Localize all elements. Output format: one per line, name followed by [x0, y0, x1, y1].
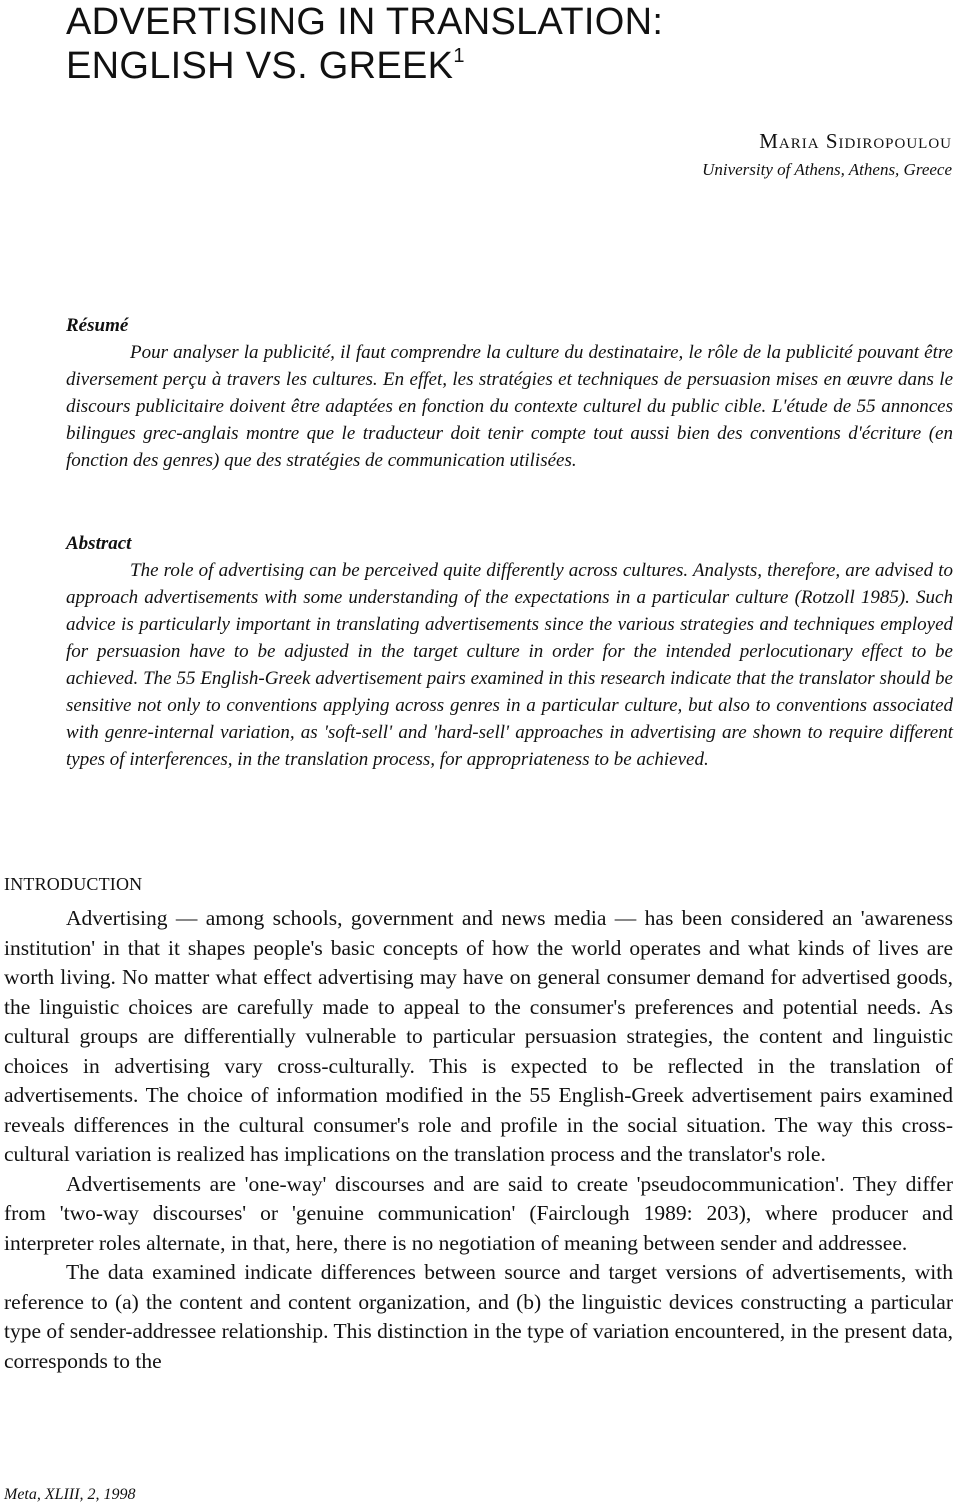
- title-line-2: [66, 44, 663, 88]
- abstract-section: [66, 530, 953, 773]
- author-affiliation: University of Athens, Athens, Greece: [702, 160, 952, 179]
- journal-citation: Meta, XLIII, 2, 1998: [4, 1486, 136, 1503]
- title-line-1: ADVERTISING IN TRANSLATION:: [66, 1, 664, 43]
- abstract-text: The role of advertising can be perceived quite differently across cultures. Analysts, therefore, are advised to approach advertisements with some understanding of the expectations in a particular culture (Rotzoll 1985). Such advice is particularly important in translating advertisements since the various strategies and techniques employed for persuasion have to be adjusted in the target culture in order for the intended perlocutionary effect to be achieved. The 55 English-Greek advertisement pairs examined in this research indicate that the translator should be sensitive not only to conventions applying across genres in a particular culture, but also to conventions associated with genre-internal variation, as 'soft-sell' and 'hard-sell' approaches in advertising are shown to require different types of interferences, in the translation process, for appropriateness to be achieved.: [66, 560, 953, 770]
- resume-section: [66, 312, 953, 474]
- introduction-paragraph-3: The data examined indicate differences between source and target versions of advertisements, with reference to (a) the content and content organization, and (b) the linguistic devices constructing a particular type of sender-addressee relationship. This distinction in the type of variation encountered, in the present data, corresponds to the: [4, 1260, 953, 1373]
- introduction-paragraph-2: Advertisements are 'one-way' discourses and are said to create 'pseudocommunication'. They differ from 'two-way discourses' or 'genuine communication' (Fairclough 1989: 203), where producer and interpreter roles alternate, in that, here, there is no negotiation of meaning between sender and addressee.: [4, 1171, 953, 1255]
- abstract-heading: Abstract: [66, 533, 132, 554]
- title-line-2-text: ENGLISH VS. GREEK: [66, 45, 454, 87]
- article-title: [66, 0, 663, 88]
- resume-heading: Résumé: [66, 315, 129, 336]
- author-block: [702, 126, 952, 184]
- introduction-paragraph-1: Advertising — among schools, government and news media — has been considered an 'awareness institution' in that it shapes people's basic concepts of how the world operates and what kinds of lives are worth living. No matter what effect advertising may have on general consumer demand for advertised goods, the linguistic choices are carefully made to appeal to the consumer's preferences and potential needs. As cultural groups are differentially vulnerable to particular persuasion strategies, the content and linguistic choices in advertising vary cross-culturally. This is expected to be reflected in the translation of advertisements. The choice of information modified in the 55 English-Greek advertisement pairs examined reveals differences in the cultural consumer's role and profile in the social situation. The way this cross-cultural variation is realized has implications on the translation process and the translator's role.: [4, 906, 953, 1166]
- resume-text: Pour analyser la publicité, il faut comprendre la culture du destinataire, le rôle de la publicité pouvant être diversement perçu à travers les cultures. En effet, les stratégies et techniques de persuasion mises en œuvre dans le discours publicitaire doivent être adaptées en fonction du contexte culturel du public cible. L'étude de 55 annonces bilingues grec-anglais montre que le traducteur doit tenir compte tout aussi bien des conventions d'écriture (en fonction des genres) que des stratégies de communication utilisées.: [66, 342, 953, 471]
- author-name: Maria Sidiropoulou: [759, 129, 952, 153]
- title-footnote-mark: 1: [453, 45, 465, 67]
- introduction-heading: INTRODUCTION: [4, 874, 143, 894]
- introduction-section: [4, 870, 953, 1376]
